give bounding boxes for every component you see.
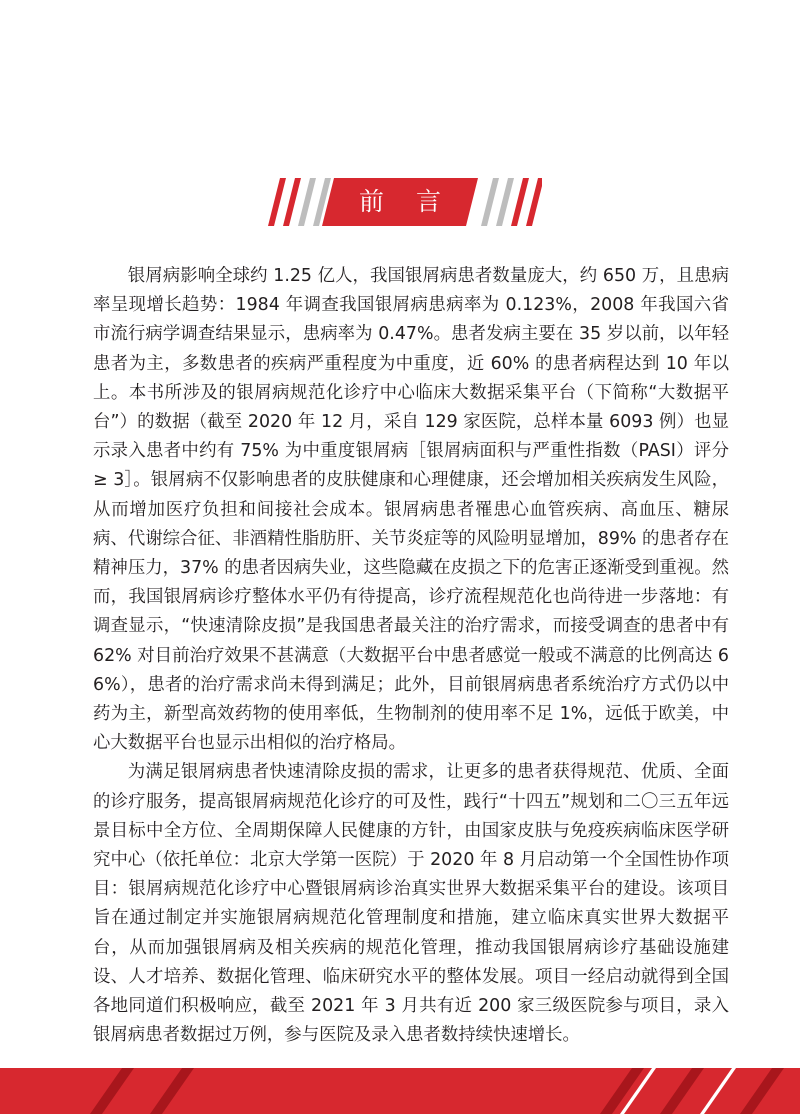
section-heading-banner — [258, 178, 542, 226]
left-stripe-1 — [268, 178, 286, 226]
right-stripe-1 — [481, 178, 499, 226]
footer-stripes-graphic — [0, 1068, 800, 1114]
right-stripe-4 — [526, 178, 542, 226]
right-stripe-3 — [511, 178, 529, 226]
paragraph-2: 为满足银屑病患者快速清除皮损的需求，让更多的患者获得规范、优质、全面的诊疗服务，提高银屑病规范化诊疗的可及性，践行“十四五”规划和二〇三五年远景目标中全方位、全周期保障人民健康的方针，由国家皮肤与免疫疾病临床医学研究中心（依托单位：北京大学第一医院）于 2020 年 8 月启动第一个全国性协作项目：银屑病规范化诊疗中心暨银屑病诊治真实世界大数据采集平台的建设。该项目旨在通过制定并实施银屑病规范化管理制度和措施，建立临床真实世界大数据平台，从而加强银屑病及相关疾病的规范化管理，推动我国银屑病诊疗基础设施建设、人才培养、数据化管理、临床研究水平的整体发展。项目一经启动就得到全国各地同道们积极响应，截至 2021 年 3 月共有近 200 家三级医院参与项目，录入银屑病患者数据过万例，参与医院及录入患者数持续快速增长。 — [93, 762, 729, 1046]
right-stripe-2 — [496, 178, 514, 226]
page-title: 前 言 — [359, 187, 453, 216]
body-text — [93, 262, 729, 1050]
left-stripe-3 — [298, 178, 316, 226]
footer-band — [0, 1068, 800, 1114]
paragraph-1: 银屑病影响全球约 1.25 亿人，我国银屑病患者数量庞大，约 650 万，且患病率呈现增长趋势：1984 年调查我国银屑病患病率为 0.123%，2008 年我国六省市流行病学调查结果显示，患病率为 0.47%。患者发病主要在 35 岁以前，以年轻患者为主，多数患者的疾病严重程度为中重度，近 60% 的患者病程达到 10 年以上。本书所涉及的银屑病规范化诊疗中心临床大数据采集平台（下简称“大数据平台”）的数据（截至 2020 年 12 月，采自 129 家医院，总样本量 6093 例）也显示录入患者中约有 75% 为中重度银屑病［银屑病面积与严重性指数（PASI）评分≥ 3］。银屑病不仅影响患者的皮肤健康和心理健康，还会增加相关疾病发生风险，从而增加医疗负担和间接社会成本。银屑病患者罹患心血管疾病、高血压、糖尿病、代谢综合征、非酒精性脂肪肝、关节炎症等的风险明显增加，89% 的患者存在精神压力，37% 的患者因病失业，这些隐藏在皮损之下的危害正逐渐受到重视。然而，我国银屑病诊疗整体水平仍有待提高，诊疗流程规范化也尚待进一步落地：有调查显示，“快速清除皮损”是我国患者最关注的治疗需求，而接受调查的患者中有 62% 对目前治疗效果不甚满意（大数据平台中患者感觉一般或不满意的比例高达 66%），患者的治疗需求尚未得到满足；此外，目前银屑病患者系统治疗方式仍以中药为主，新型高效药物的使用率低，生物制剂的使用率不足 1%，远低于欧美，中心大数据平台也显示出相似的治疗格局。 — [93, 266, 729, 754]
left-stripe-2 — [283, 178, 301, 226]
